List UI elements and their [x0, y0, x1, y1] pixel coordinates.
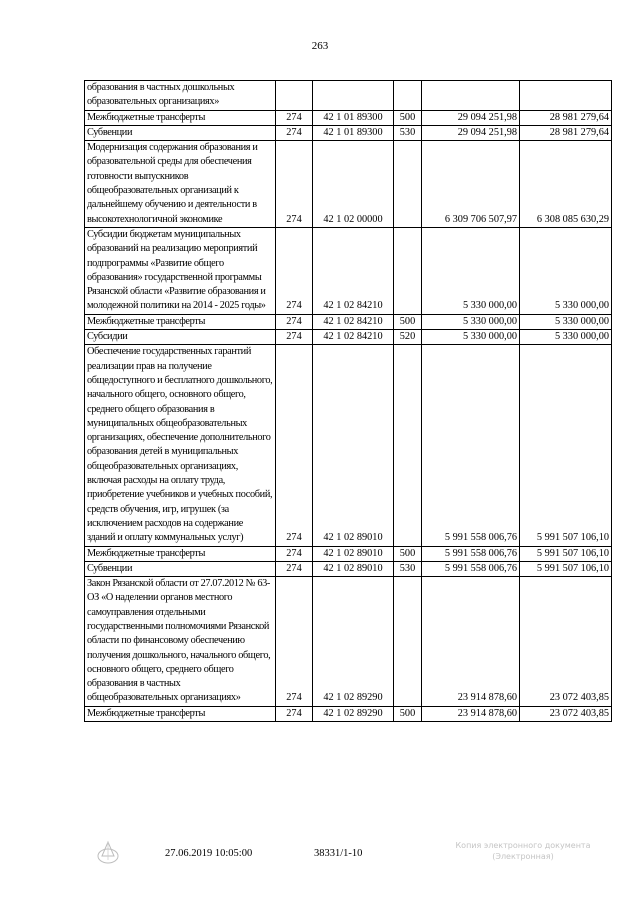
cell-sum-2019: 29 094 251,98 — [422, 125, 520, 140]
cell-admin-code — [276, 81, 313, 111]
cell-sum-2019: 5 991 558 006,76 — [422, 561, 520, 576]
cell-target-article: 42 1 02 84210 — [313, 330, 394, 345]
cell-name: Межбюджетные трансферты — [85, 110, 276, 125]
cell-target-article: 42 1 01 89300 — [313, 125, 394, 140]
cell-target-article: 42 1 02 84210 — [313, 227, 394, 314]
cell-admin-code: 274 — [276, 577, 313, 707]
footer-watermark: Копия электронного документа (Электронная) — [455, 841, 591, 861]
cell-sum-2020: 23 072 403,85 — [520, 577, 612, 707]
cell-name: Модернизация содержания образования и образовательной среды для обеспечения готовности выпускников общеобразовательных организаций к дальнейшему обучению и деятельности в высокотехнологичной экономике — [85, 141, 276, 228]
cell-sum-2020: 28 981 279,64 — [520, 125, 612, 140]
cell-sum-2019: 5 330 000,00 — [422, 314, 520, 329]
cell-sum-2019: 5 330 000,00 — [422, 330, 520, 345]
cell-sum-2019 — [422, 81, 520, 111]
cell-name: Субсидии — [85, 330, 276, 345]
cell-target-article: 42 1 02 89010 — [313, 546, 394, 561]
cell-sum-2020: 5 991 507 106,10 — [520, 546, 612, 561]
table-row — [85, 330, 612, 345]
cell-expense-type: 500 — [394, 546, 422, 561]
cell-expense-type — [394, 141, 422, 228]
cell-sum-2020: 23 072 403,85 — [520, 706, 612, 721]
cell-name: Межбюджетные трансферты — [85, 546, 276, 561]
cell-sum-2020: 6 308 085 630,29 — [520, 141, 612, 228]
cell-target-article: 42 1 02 89010 — [313, 345, 394, 546]
cell-expense-type: 500 — [394, 110, 422, 125]
table-row — [85, 314, 612, 329]
cell-admin-code: 274 — [276, 546, 313, 561]
cell-sum-2019: 29 094 251,98 — [422, 110, 520, 125]
seal-icon — [96, 836, 120, 866]
cell-admin-code: 274 — [276, 561, 313, 576]
table-row — [85, 546, 612, 561]
cell-name: Субсидии бюджетам муниципальных образований на реализацию мероприятий подпрограммы «Развитие общего образования» государственной программы Рязанской области «Развитие образования и молодежной политики на 2014 - 2025 годы» — [85, 227, 276, 314]
cell-sum-2020: 5 330 000,00 — [520, 314, 612, 329]
cell-sum-2019: 23 914 878,60 — [422, 706, 520, 721]
cell-sum-2019: 5 991 558 006,76 — [422, 546, 520, 561]
cell-sum-2020: 5 330 000,00 — [520, 330, 612, 345]
footer-datetime: 27.06.2019 10:05:00 — [165, 848, 253, 859]
cell-admin-code: 274 — [276, 345, 313, 546]
cell-target-article: 42 1 02 00000 — [313, 141, 394, 228]
cell-name: Межбюджетные трансферты — [85, 706, 276, 721]
footer-doc-code: 38331/1-10 — [314, 848, 363, 859]
table-row — [85, 110, 612, 125]
cell-admin-code: 274 — [276, 141, 313, 228]
cell-target-article: 42 1 01 89300 — [313, 110, 394, 125]
cell-admin-code: 274 — [276, 125, 313, 140]
cell-admin-code: 274 — [276, 330, 313, 345]
cell-sum-2019: 5 330 000,00 — [422, 227, 520, 314]
cell-sum-2019: 6 309 706 507,97 — [422, 141, 520, 228]
cell-sum-2019: 5 991 558 006,76 — [422, 345, 520, 546]
cell-sum-2019: 23 914 878,60 — [422, 577, 520, 707]
budget-table-body — [85, 81, 612, 722]
cell-name: Субвенции — [85, 125, 276, 140]
cell-admin-code: 274 — [276, 314, 313, 329]
table-row — [85, 345, 612, 546]
cell-target-article: 42 1 02 89290 — [313, 577, 394, 707]
cell-expense-type: 520 — [394, 330, 422, 345]
budget-table — [84, 80, 612, 722]
cell-sum-2020: 5 991 507 106,10 — [520, 561, 612, 576]
cell-sum-2020: 28 981 279,64 — [520, 110, 612, 125]
cell-expense-type: 530 — [394, 125, 422, 140]
page-number: 263 — [311, 40, 329, 52]
cell-expense-type — [394, 227, 422, 314]
cell-sum-2020: 5 330 000,00 — [520, 227, 612, 314]
cell-name: образования в частных дошкольных образовательных организациях» — [85, 81, 276, 111]
table-row — [85, 125, 612, 140]
cell-sum-2020 — [520, 81, 612, 111]
table-row — [85, 141, 612, 228]
cell-name: Обеспечение государственных гарантий реализации прав на получение общедоступного и бесплатного дошкольного, начального общего, основного общего, среднего общего образования в муниципальных общеобразовательных организациях, обеспечение дополнительного образования детей в муниципальных общеобразовательных организациях, включая расходы на оплату труда, приобретение учебников и учебных пособий, средств обучения, игр, игрушек (за исключением расходов на содержание зданий и оплату коммунальных услуг) — [85, 345, 276, 546]
cell-target-article: 42 1 02 84210 — [313, 314, 394, 329]
table-row — [85, 227, 612, 314]
cell-expense-type — [394, 81, 422, 111]
cell-target-article: 42 1 02 89010 — [313, 561, 394, 576]
cell-admin-code: 274 — [276, 227, 313, 314]
cell-target-article — [313, 81, 394, 111]
cell-expense-type: 500 — [394, 706, 422, 721]
cell-name: Закон Рязанской области от 27.07.2012 № 63-ОЗ «О наделении органов местного самоуправления отдельными государственными полномочиями Рязанской области по финансовому обеспечению получения дошкольного, начального общего, основного общего, среднего общего образования в частных общеобразовательных организациях» — [85, 577, 276, 707]
cell-target-article: 42 1 02 89290 — [313, 706, 394, 721]
table-row — [85, 706, 612, 721]
cell-expense-type: 530 — [394, 561, 422, 576]
cell-admin-code: 274 — [276, 706, 313, 721]
table-row — [85, 561, 612, 576]
table-row — [85, 81, 612, 111]
cell-admin-code: 274 — [276, 110, 313, 125]
cell-expense-type — [394, 577, 422, 707]
cell-name: Субвенции — [85, 561, 276, 576]
cell-sum-2020: 5 991 507 106,10 — [520, 345, 612, 546]
cell-expense-type: 500 — [394, 314, 422, 329]
cell-name: Межбюджетные трансферты — [85, 314, 276, 329]
table-row — [85, 577, 612, 707]
cell-expense-type — [394, 345, 422, 546]
